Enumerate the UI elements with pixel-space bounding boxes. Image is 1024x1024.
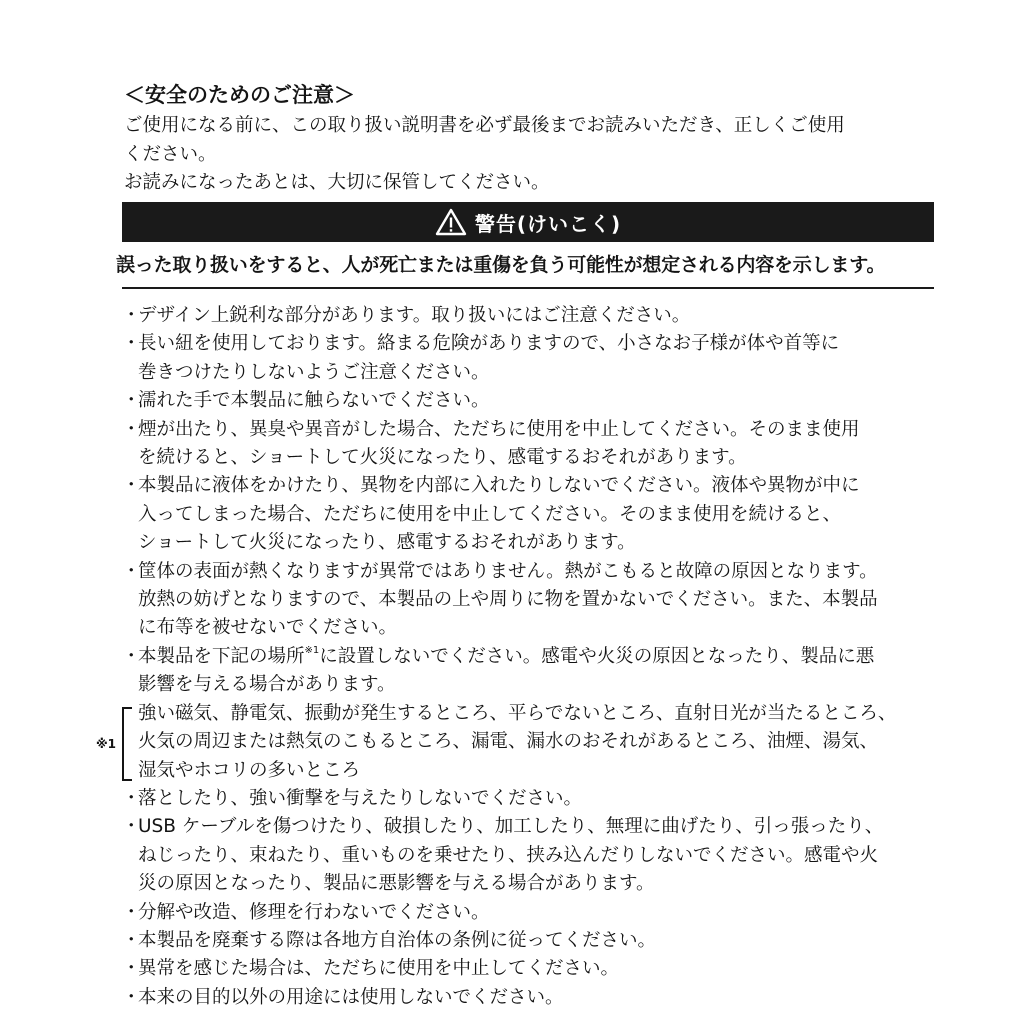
- item-text: 煙が出たり、異臭や異音がした場合、ただちに使用を中止してください。そのまま使用: [138, 418, 860, 440]
- bullet: ・: [122, 390, 141, 412]
- item-text: を続けると、ショートして火災になったり、感電するおそれがあります。: [138, 447, 747, 469]
- bracket: [122, 707, 132, 781]
- list-item: [120, 984, 950, 1012]
- intro-line: お読みになったあとは、大切に保管してください。: [124, 172, 550, 193]
- item-text: 濡れた手で本製品に触らないでください。: [138, 390, 490, 412]
- item-text: ショートして火災になったり、感電するおそれがあります。: [138, 532, 636, 554]
- bullet: ・: [122, 475, 141, 497]
- item-text: 落としたり、強い衝撃を与えたりしないでください。: [138, 787, 583, 809]
- footnote-text: 強い磁気、静電気、振動が発生するところ、平らでないところ、直射日光が当たるところ、: [138, 702, 897, 724]
- warning-title: 警告(けいこく): [474, 211, 622, 236]
- item-text: 入ってしまった場合、ただちに使用を中止してください。そのまま使用を続けると、: [138, 503, 842, 525]
- footnote-marker: ※1: [96, 736, 117, 751]
- item-text: 筐体の表面が熱くなりますが異常ではありません。熱がこもると故障の原因となります。: [138, 560, 878, 582]
- intro-line: ください。: [124, 143, 217, 165]
- bullet: ・: [122, 560, 141, 582]
- warning-triangle-icon: [435, 208, 467, 236]
- warning-banner: [122, 202, 934, 242]
- list-item: [120, 643, 950, 700]
- item-text-part: に設置しないでください。感電や火災の原因となったり、製品に悪: [319, 645, 875, 667]
- item-text: 分解や改造、修理を行わないでください。: [138, 901, 490, 923]
- list-item: [120, 558, 950, 643]
- list-item: [120, 955, 950, 983]
- item-text: 巻きつけたりしないようご注意ください。: [138, 361, 490, 383]
- intro-line: ご使用になる前に、この取り扱い説明書を必ず最後までお読みいただき、正しくご使用: [124, 115, 845, 136]
- item-text: 長い紐を使用しております。絡まる危険がありますので、小さなお子様が体や首等に: [138, 333, 840, 355]
- bullet: ・: [122, 333, 141, 355]
- list-item: [120, 813, 950, 898]
- item-text: 放熱の妨げとなりますので、本製品の上や周りに物を置かないでください。また、本製品: [138, 589, 878, 611]
- bullet: ・: [122, 901, 141, 923]
- item-text: 本製品に液体をかけたり、異物を内部に入れたりしないでください。液体や異物が中に: [138, 475, 860, 497]
- item-text: 異常を感じた場合は、ただちに使用を中止してください。: [138, 958, 620, 980]
- item-text: デザイン上鋭利な部分があります。取り扱いにはご注意ください。: [138, 305, 691, 326]
- footnote-ref: ※1: [304, 644, 320, 656]
- list-item: [120, 330, 950, 387]
- footnote-block: [96, 700, 950, 785]
- bullet: ・: [122, 958, 141, 980]
- bullet: ・: [122, 929, 141, 951]
- bullet: ・: [122, 986, 141, 1008]
- list-item: [120, 899, 950, 927]
- list-item: [120, 416, 950, 473]
- warning-description: 誤った取り扱いをすると、人が死亡または重傷を負う可能性が想定される内容を示します。: [116, 254, 886, 276]
- list-item: [120, 387, 950, 415]
- list-item: [120, 785, 950, 813]
- section-heading: ＜安全のためのご注意＞: [124, 83, 355, 107]
- bullet: ・: [122, 305, 141, 326]
- list-item: [120, 927, 950, 955]
- bullet: ・: [122, 816, 141, 838]
- item-text: [138, 643, 950, 671]
- item-text-part: 本製品を下記の場所: [138, 645, 305, 667]
- item-text: 本来の目的以外の用途には使用しないでください。: [138, 986, 564, 1008]
- divider: [122, 287, 934, 289]
- bullet: ・: [122, 418, 141, 440]
- item-text: 影響を与える場合があります。: [138, 674, 396, 696]
- item-text: ねじったり、束ねたり、重いものを乗せたり、挟み込んだりしないでください。感電や火: [138, 844, 879, 866]
- footnote-text: 火気の周辺または熱気のこもるところ、漏電、漏水のおそれがあるところ、油煙、湯気、: [138, 731, 879, 753]
- item-text: に布等を被せないでください。: [138, 617, 398, 639]
- intro-text: [124, 112, 944, 198]
- bullet: ・: [122, 645, 141, 667]
- item-text: USB ケーブルを傷つけたり、破損したり、加工したり、無理に曲げたり、引っ張ったり、: [138, 816, 884, 838]
- caution-list: [96, 302, 950, 1012]
- footnote-text: 湿気やホコリの多いところ: [138, 759, 361, 781]
- list-item: [120, 472, 950, 557]
- item-text: 本製品を廃棄する際は各地方自治体の条例に従ってください。: [138, 929, 657, 951]
- list-item: [120, 302, 950, 330]
- item-text: 災の原因となったり、製品に悪影響を与える場合があります。: [138, 873, 655, 895]
- bullet: ・: [122, 787, 141, 809]
